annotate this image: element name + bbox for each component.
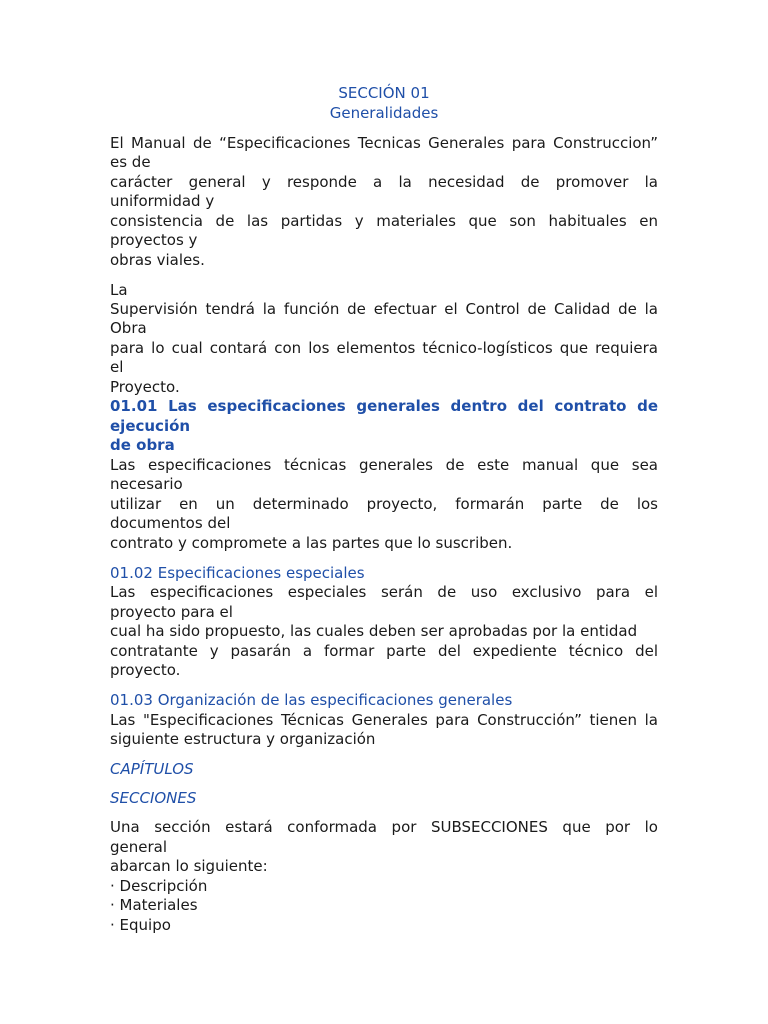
supervision-line-5: el xyxy=(110,358,124,376)
heading-0101-line-2: ejecución xyxy=(110,417,191,435)
supervision-line-1: La xyxy=(110,281,128,299)
body-0102-line-4: contratante y pasarán a formar parte del expediente técnico del xyxy=(110,642,658,660)
supervision-line-4: para lo cual contará con los elementos técnico-logísticos que requiera xyxy=(110,339,658,357)
intro-line-4: uniformidad y xyxy=(110,192,215,210)
heading-0102: 01.02 Especificaciones especiales xyxy=(110,564,365,582)
body-0101-line-2: necesario xyxy=(110,475,183,493)
heading-0103: 01.03 Organización de las especificaciones generales xyxy=(110,691,513,709)
secciones-heading: SECCIONES xyxy=(110,789,197,807)
intro-line-2: es de xyxy=(110,153,151,171)
list-item-materiales: · Materiales xyxy=(110,896,198,914)
capitulos-heading: CAPÍTULOS xyxy=(110,760,194,778)
body-0101-line-3: utilizar en un determinado proyecto, formarán parte de los xyxy=(110,495,658,513)
section-number: SECCIÓN 01 xyxy=(338,84,430,102)
supervision-line-3: Obra xyxy=(110,319,147,337)
list-item-equipo: · Equipo xyxy=(110,916,171,934)
intro-line-6: proyectos y xyxy=(110,231,198,249)
intro-line-3: carácter general y responde a la necesidad de promover la xyxy=(110,173,658,191)
body-0102-line-2: proyecto para el xyxy=(110,603,233,621)
seccion-desc-line-3: abarcan lo siguiente: xyxy=(110,857,268,875)
seccion-desc-line-1: Una sección estará conformada por SUBSECCIONES que por lo xyxy=(110,818,658,836)
intro-line-5: consistencia de las partidas y materiales que son habituales en xyxy=(110,212,658,230)
body-0102-line-1: Las especificaciones especiales serán de uso exclusivo para el xyxy=(110,583,658,601)
heading-0101-line-1: 01.01 Las especificaciones generales dentro del contrato de xyxy=(110,397,658,415)
intro-line-1: El Manual de “Especificaciones Tecnicas Generales para Construccion” xyxy=(110,134,658,152)
body-0103-line-2: siguiente estructura y organización xyxy=(110,730,376,748)
seccion-desc-line-2: general xyxy=(110,838,168,856)
supervision-line-6: Proyecto. xyxy=(110,378,180,396)
body-0101-line-4: documentos del xyxy=(110,514,231,532)
supervision-line-2: Supervisión tendrá la función de efectuar el Control de Calidad de la xyxy=(110,300,658,318)
list-item-descripcion: · Descripción xyxy=(110,877,208,895)
body-0101-line-5: contrato y compromete a las partes que lo suscriben. xyxy=(110,534,513,552)
body-0102-line-5: proyecto. xyxy=(110,661,181,679)
heading-0101-line-3: de obra xyxy=(110,436,175,454)
body-0101-line-1: Las especificaciones técnicas generales de este manual que sea xyxy=(110,456,658,474)
body-0103-line-1: Las "Especificaciones Técnicas Generales para Construcción” tienen la xyxy=(110,711,658,729)
section-title: Generalidades xyxy=(329,104,439,122)
intro-line-7: obras viales. xyxy=(110,251,205,269)
body-0102-line-3: cual ha sido propuesto, las cuales deben ser aprobadas por la entidad xyxy=(110,622,638,640)
